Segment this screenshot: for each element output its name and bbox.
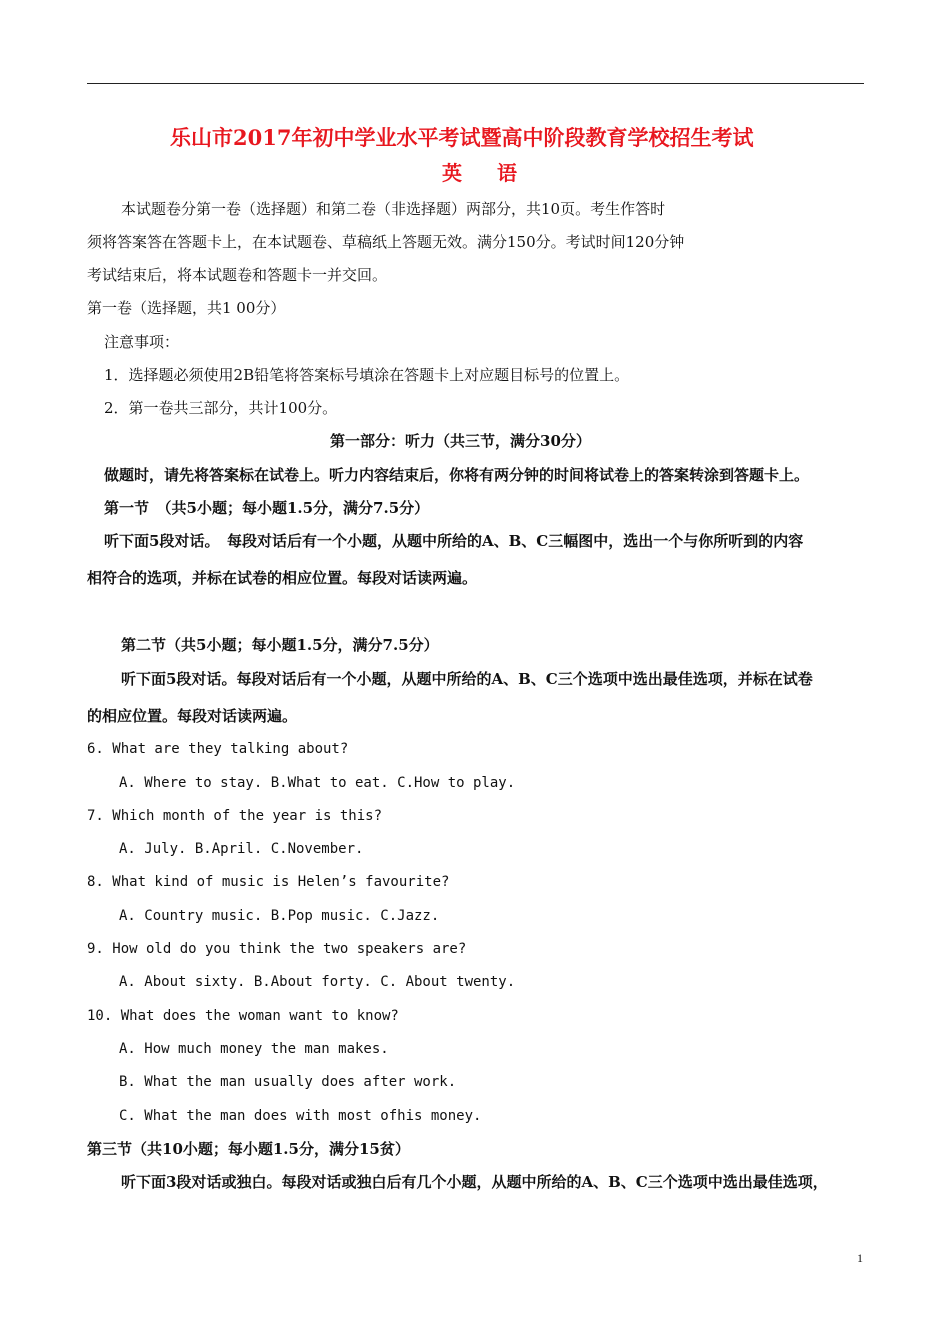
question-9: 9. How old do you think the two speakers are? <box>87 941 467 957</box>
part1-heading: 第一部分：听力（共三节，满分30分） <box>330 432 591 450</box>
intro-line-3: 考试结束后，将本试题卷和答题卡一并交回。 <box>87 266 388 284</box>
question-10-option-c: C. What the man does with most ofhis money. <box>119 1108 482 1124</box>
question-6: 6. What are they talking about? <box>87 741 349 757</box>
question-10-option-a: A. How much money the man makes. <box>119 1041 389 1057</box>
header-rule <box>87 83 864 84</box>
section1-heading: 第一节 （共5小题；每小题1.5分，满分7.5分） <box>104 499 430 517</box>
intro-line-1: 本试题卷分第一卷（选择题）和第二卷（非选择题）两部分，共10页。考生作答时 <box>121 200 666 218</box>
question-7-options: A. July. B.April. C.November. <box>119 841 364 857</box>
section1-instruction-2: 相符合的选项，并标在试卷的相应位置。每段对话读两遍。 <box>87 569 478 587</box>
page-number: 1 <box>857 1251 863 1265</box>
notice-item: 2．第一卷共三部分，共计100分。 <box>104 399 338 417</box>
intro-line-2: 须将答案答在答题卡上，在本试题卷、草稿纸上答题无效。满分150分。考试时间120分钟 <box>87 233 685 251</box>
section1-instruction-1: 听下面5段对话。 每段对话后有一个小题，从题中所给的A、B、C三幅图中，选出一个与你所听到的内容 <box>104 532 804 550</box>
section3-instruction: 听下面3段对话或独白。每段对话或独白后有几个小题，从题中所给的A、B、C三个选项中选出最佳选项， <box>121 1173 828 1191</box>
notice-item: 1．选择题必须使用2B铅笔将答案标号填涂在答题卡上对应题目标号的位置上。 <box>104 366 630 384</box>
section2-heading: 第二节（共5小题；每小题1.5分，满分7.5分） <box>121 636 439 654</box>
notice-heading: 注意事项： <box>104 333 180 351</box>
part1-instruction: 做题时，请先将答案标在试卷上。听力内容结束后，你将有两分钟的时间将试卷上的答案转涂到答题卡上。 <box>104 466 810 484</box>
question-10: 10. What does the woman want to know? <box>87 1008 399 1024</box>
subject-title: 英 语 <box>442 161 531 185</box>
question-8-options: A. Country music. B.Pop music. C.Jazz. <box>119 908 440 924</box>
question-9-options: A. About sixty. B.About forty. C. About twenty. <box>119 974 516 990</box>
question-8: 8. What kind of music is Helen’s favourite? <box>87 874 450 890</box>
question-6-options: A. Where to stay. B.What to eat. C.How to play. <box>119 775 516 791</box>
section2-instruction-2: 的相应位置。每段对话读两遍。 <box>87 707 298 725</box>
exam-title: 乐山市2017年初中学业水平考试暨高中阶段教育学校招生考试 <box>170 125 754 150</box>
question-10-option-b: B. What the man usually does after work. <box>119 1074 457 1090</box>
section2-instruction-1: 听下面5段对话。每段对话后有一个小题，从题中所给的A、B、C三个选项中选出最佳选项，并标在试卷 <box>121 670 813 688</box>
volume-one-heading: 第一卷（选择题，共1 00分） <box>87 299 286 317</box>
question-7: 7. Which month of the year is this? <box>87 808 383 824</box>
section3-heading: 第三节（共10小题；每小题1.5分，满分15贫） <box>87 1140 410 1158</box>
